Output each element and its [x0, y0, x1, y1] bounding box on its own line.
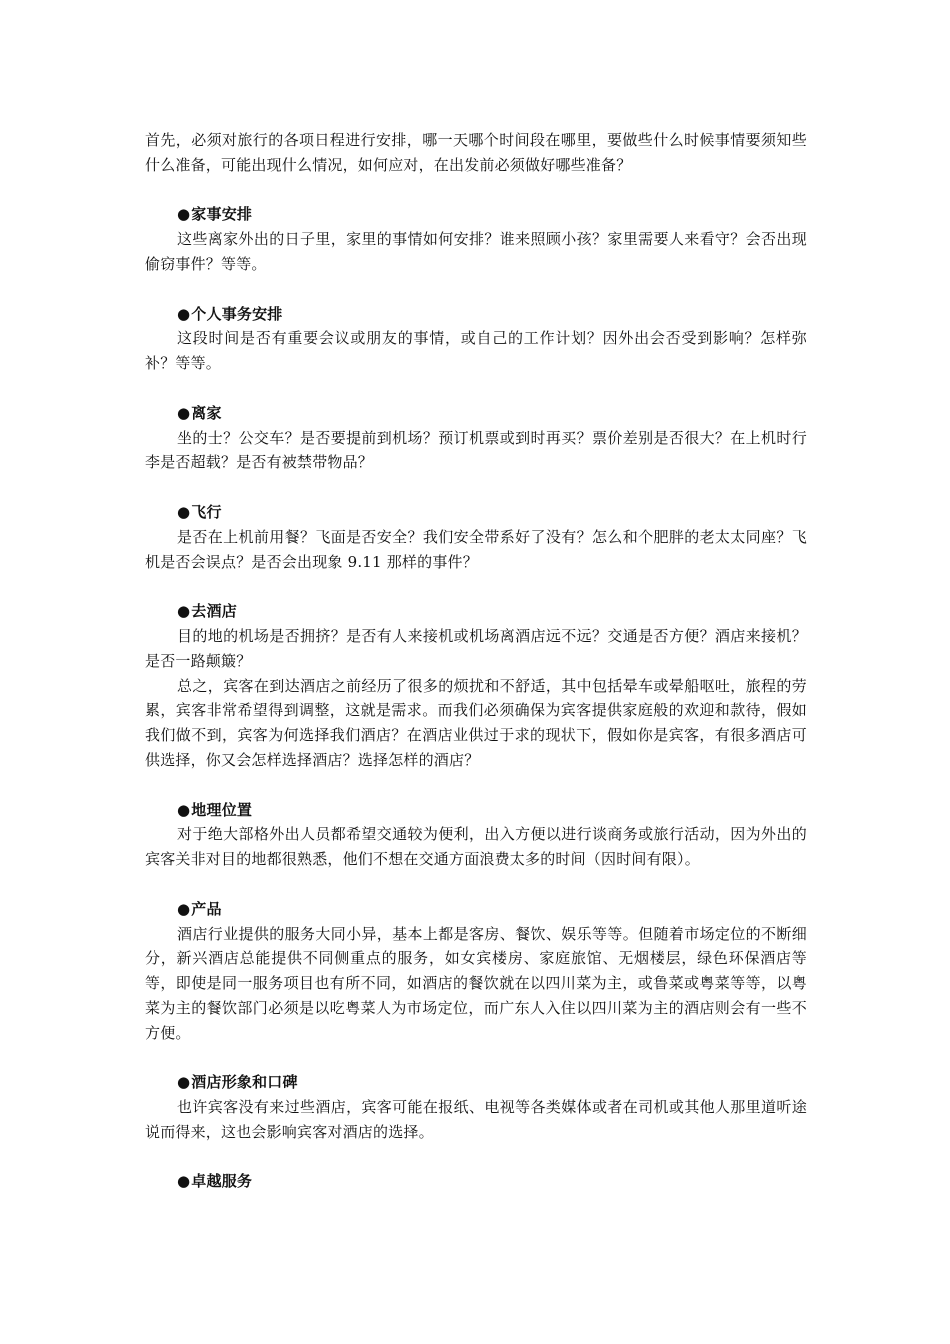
- section-to-hotel: [145, 599, 807, 773]
- section-paragraph: 这些离家外出的日子里，家里的事情如何安排？谁来照顾小孩？家里需要人来看守？会否出现偷窃事件？等等。: [145, 230, 807, 273]
- section-paragraph: 目的地的机场是否拥挤？是否有人来接机或机场离酒店远不远？交通是否方便？酒店来接机？是否一路颠簸？: [145, 626, 807, 670]
- section-location: [145, 798, 807, 872]
- section-paragraph: 这段时间是否有重要会议或朋友的事情，或自己的工作计划？因外出会否受到影响？怎样弥补？等等。: [145, 329, 807, 373]
- document-page: [145, 128, 807, 1194]
- section-heading: [145, 897, 807, 922]
- section-heading: [145, 1070, 807, 1095]
- section-household: [145, 202, 807, 276]
- section-flight: [145, 500, 807, 574]
- section-paragraph: 酒店行业提供的服务大同小异，基本上都是客房、餐饮、娱乐等等。但随着市场定位的不断细分，新兴酒店总能提供不同侧重点的服务，如女宾楼房、家庭旅馆、无烟楼层，绿色环保酒店等等，即使是同一服务项目也有所不同，如酒店的餐饮就在以四川菜为主，或鲁菜或粤菜等等，以粤菜为主的餐饮部门必须是以吃粤菜人为市场定位，而广东人入住以四川菜为主的酒店则会有一些不方便。: [145, 924, 807, 1042]
- section-heading: [145, 1169, 807, 1194]
- section-heading-text: 地理位置: [191, 800, 253, 819]
- section-heading: [145, 202, 807, 227]
- section-personal-affairs: [145, 302, 807, 376]
- bullet-icon: ●: [177, 403, 191, 422]
- section-product: [145, 897, 807, 1046]
- section-heading-text: 去酒店: [191, 602, 237, 621]
- bullet-icon: ●: [177, 502, 191, 521]
- section-leaving-home: [145, 401, 807, 475]
- section-heading-text: 个人事务安排: [191, 304, 283, 323]
- section-heading-text: 家事安排: [191, 205, 253, 224]
- section-excellent-service: [145, 1169, 807, 1194]
- section-paragraph: 对于绝大部格外出人员都希望交通较为便利，出入方便以进行谈商务或旅行活动，因为外出的宾客关非对目的地都很熟悉，他们不想在交通方面浪费太多的时间（因时间有限）。: [145, 825, 807, 869]
- section-paragraph: 总之，宾客在到达酒店之前经历了很多的烦扰和不舒适，其中包括晕车或晕船呕吐，旅程的劳累，宾客非常希望得到调整，这就是需求。而我们必须确保为宾客提供家庭般的欢迎和款待，假如我们做不到，宾客为何选择我们酒店？在酒店业供过于求的现状下，假如你是宾客，有很多酒店可供选择，你又会怎样选择酒店？选择怎样的酒店？: [145, 676, 807, 769]
- bullet-icon: ●: [177, 205, 191, 224]
- section-heading-text: 产品: [191, 899, 222, 918]
- section-heading-text: 酒店形象和口碑: [191, 1073, 298, 1092]
- bullet-icon: ●: [177, 899, 191, 918]
- intro-paragraph: 首先，必须对旅行的各项日程进行安排，哪一天哪个时间段在哪里，要做些什么时候事情要须知些什么准备，可能出现什么情况，如何应对，在出发前必须做好哪些准备？: [145, 131, 807, 174]
- section-paragraph: 坐的士？公交车？是否要提前到机场？预订机票或到时再买？票价差别是否很大？在上机时行李是否超载？是否有被禁带物品？: [145, 428, 807, 472]
- section-heading: [145, 599, 807, 624]
- bullet-icon: ●: [177, 602, 191, 621]
- bullet-icon: ●: [177, 1172, 191, 1191]
- section-heading-text: 卓越服务: [191, 1172, 253, 1191]
- section-image-reputation: [145, 1070, 807, 1144]
- section-paragraph: 也许宾客没有来过些酒店，宾客可能在报纸、电视等各类媒体或者在司机或其他人那里道听途说而得来，这也会影响宾客对酒店的选择。: [145, 1098, 807, 1141]
- bullet-icon: ●: [177, 1073, 191, 1092]
- section-heading: [145, 302, 807, 327]
- section-heading: [145, 798, 807, 823]
- section-heading-text: 离家: [191, 403, 222, 422]
- section-paragraph: 是否在上机前用餐？飞面是否安全？我们安全带系好了没有？怎么和个肥胖的老太太同座？飞机是否会误点？是否会出现象 9.11 那样的事件？: [145, 527, 807, 571]
- section-heading: [145, 401, 807, 426]
- section-heading-text: 飞行: [191, 502, 222, 521]
- bullet-icon: ●: [177, 800, 191, 819]
- section-heading: [145, 500, 807, 525]
- bullet-icon: ●: [177, 304, 191, 323]
